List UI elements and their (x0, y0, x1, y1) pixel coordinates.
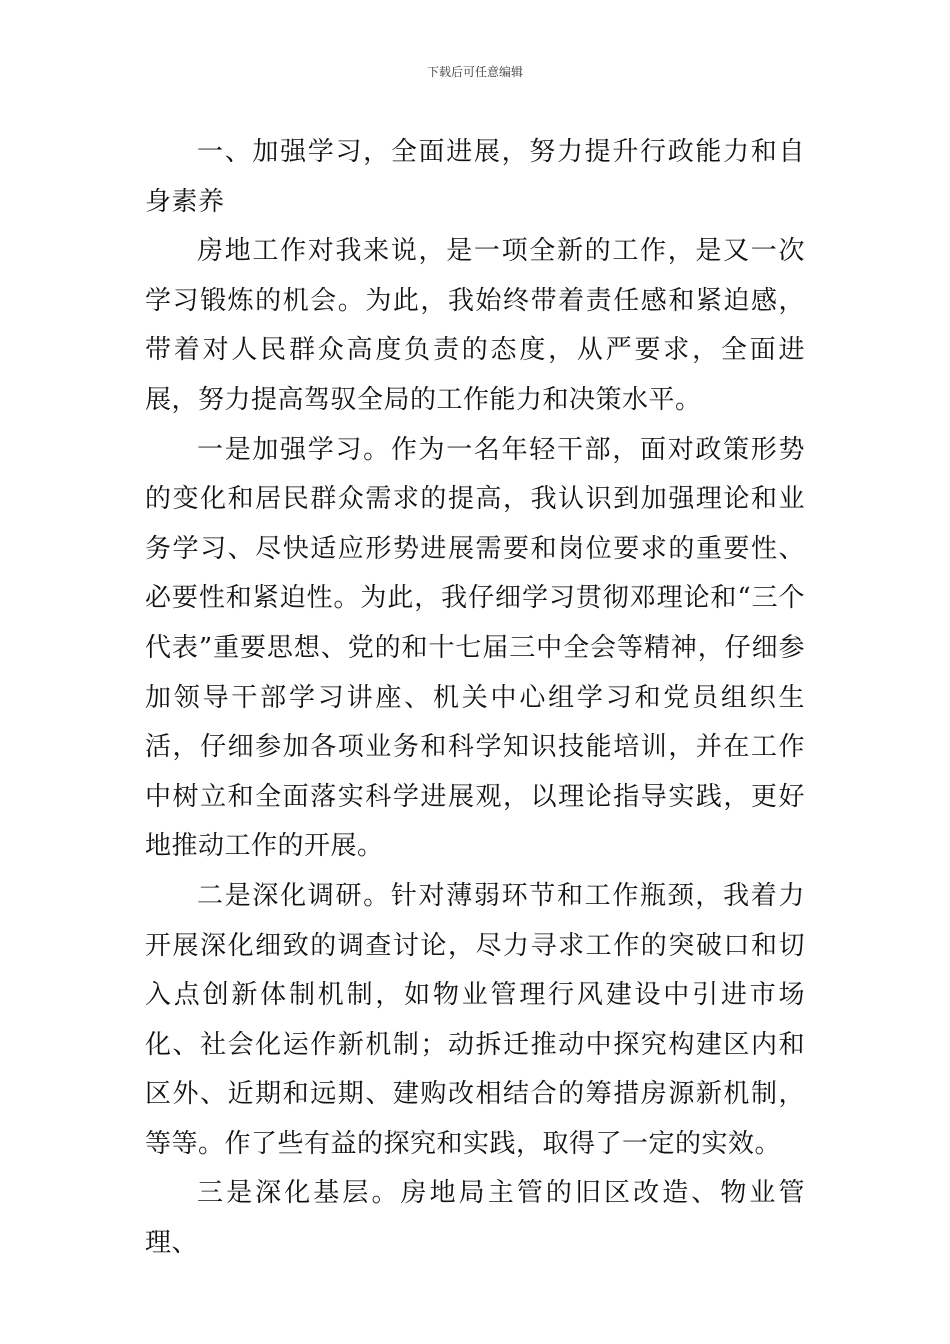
body-paragraph: 一是加强学习。作为一名年轻干部，面对政策形势的变化和居民群众需求的提高，我认识到加强理论和业务学习、尽快适应形势进展需要和岗位要求的重要性、必要性和紧迫性。为此，我仔细学习贯彻邓理论和“三个代表”重要思想、党的和十七届三中全会等精神，仔细参加领导干部学习讲座、机关中心组学习和党员组织生活，仔细参加各项业务和科学知识技能培训，并在工作中树立和全面落实科学进展观，以理论指导实践，更好地推动工作的开展。 (145, 434, 805, 862)
document-body (145, 128, 805, 1269)
body-paragraph: 三是深化基层。房地局主管的旧区改造、物业管理、 (145, 1178, 805, 1259)
body-paragraph: 房地工作对我来说，是一项全新的工作，是又一次学习锻炼的机会。为此，我始终带着责任感和紧迫感，带着对人民群众高度负责的态度，从严要求，全面进展，努力提高驾驭全局的工作能力和决策水平。 (145, 236, 805, 415)
section-heading: 一、加强学习，全面进展，努力提升行政能力和自身素养 (145, 137, 805, 217)
page-header-note: 下载后可任意编辑 (426, 65, 523, 79)
body-paragraph: 二是深化调研。针对薄弱环节和工作瓶颈，我着力开展深化细致的调查讨论，尽力寻求工作的突破口和切入点创新体制机制，如物业管理行风建设中引进市场化、社会化运作新机制；动拆迁推动中探究构建区内和区外、近期和远期、建购改相结合的筹措房源新机制，等等。作了些有益的探究和实践，取得了一定的实效。 (145, 880, 805, 1159)
